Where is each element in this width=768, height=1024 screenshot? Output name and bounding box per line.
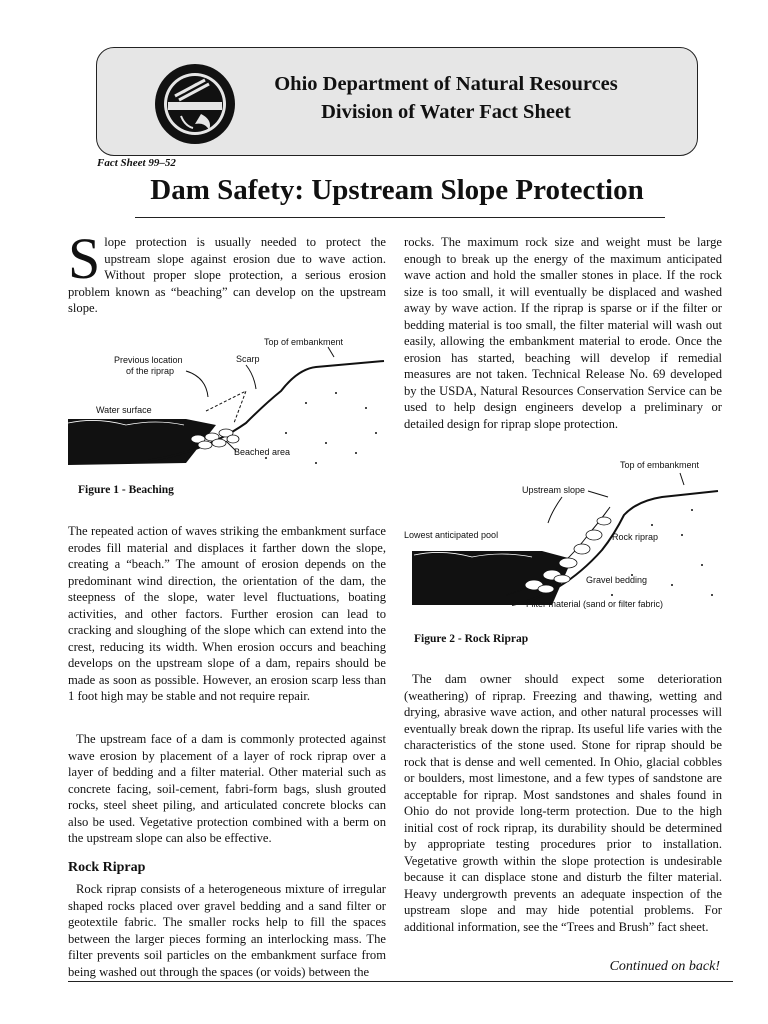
fig1-label-beached: Beached area — [234, 447, 291, 457]
paragraph-riprap — [68, 881, 386, 980]
fig1-label-water: Water surface — [96, 405, 152, 415]
paragraph-erosion-text: The repeated action of waves striking the embankment surface erodes fill material and displaces it farther down the slope, creating a “beach.” The amount of erosion depends on the predominant wind direction, the orientation of the dam, the steepness of the slope, water level fluctuations, boating activities, and other factors. Further erosion can lead to cracking and sloughing of the slope which can extend into the crest, reducing its width. When erosion occurs and beaching develops on the upstream slope of a dam, repairs should be made as soon as possible. However, an erosion scarp less than 1 foot high may be stable and not require repair. — [68, 524, 386, 703]
page-title: Dam Safety: Upstream Slope Protection — [150, 174, 644, 206]
figure-1-beaching-diagram — [66, 333, 386, 481]
fig1-label-scarp: Scarp — [236, 354, 260, 364]
fig2-label-top: Top of embankment — [620, 460, 700, 470]
org-line-2: Division of Water Fact Sheet — [321, 101, 571, 123]
fig2-label-riprap: Rock riprap — [612, 532, 659, 542]
paragraph-erosion — [68, 523, 386, 705]
intro-text: lope protection is usually needed to protect the upstream slope against erosion due to wave action. Without proper slope protection, a serious erosion problem known as “beaching” can develop on the upstream slope. — [68, 235, 386, 315]
fig2-label-filter: Filter material (sand or filter fabric) — [526, 599, 664, 609]
figure-2-rock-riprap-diagram — [402, 455, 724, 620]
fig1-label-previous-2: of the riprap — [126, 366, 175, 376]
fig2-label-pool: Lowest anticipated pool — [404, 530, 499, 540]
fig1-label-top: Top of embankment — [264, 337, 344, 347]
continued-on-back: Continued on back! — [609, 959, 720, 974]
fact-sheet-number: Fact Sheet 99–52 — [97, 157, 176, 169]
rock-riprap-heading: Rock Riprap — [68, 860, 146, 875]
paragraph-protection-text: The upstream face of a dam is commonly protected against wave erosion by placement of a layer of rock riprap over a layer of bedding and a filter material. Other material such as concrete facing, soil-cement, fabri-form bags, slush grouted rocks, steel sheet piling, and articulated concrete blocks can also be used. Vegetative protection combined with a berm on the upstream slope can also be effective. — [68, 732, 386, 845]
bottom-rule — [68, 981, 733, 982]
paragraph-deterioration-text: The dam owner should expect some deterioration (weathering) of riprap. Freezing and thawing, wetting and drying, abrasive wave action, and other natural processes will eventually break down the riprap. Its useful life varies with the characteristics of the stone used. Stone for riprap should be rock that is dense and well cemented. In Ohio, glacial cobbles or boulders, most limestone, and a few types of sandstone are acceptable for riprap. Most sandstones and shales found in Ohio do not provide long-term protection. Due to the high initial cost of rock riprap, its durability should be determined by appropriate testing procedures prior to installation. Vegetative growth within the slope protection is undesirable because it can displace stone and disturb the filter material. Heavy undergrowth prevents an adequate inspection of the upstream slope and may hide potential problems. For additional information, see the “Trees and Brush” fact sheet. — [404, 672, 722, 934]
paragraph-rock-size — [404, 234, 722, 432]
title-rule — [135, 217, 665, 218]
fig2-label-upstream: Upstream slope — [522, 485, 586, 495]
intro-paragraph — [68, 226, 386, 317]
paragraph-riprap-text: Rock riprap consists of a heterogeneous mixture of irregular shaped rocks placed over gravel bedding and a sand filter or geotextile fabric. The smaller rocks help to fill the spaces between the larger pieces forming an interlocking mass. The filter prevents soil particles on the embankment surface from being washed out through the spaces (or voids) between the — [68, 882, 386, 979]
fig2-label-gravel: Gravel bedding — [586, 575, 648, 585]
fig1-label-previous-1: Previous location — [114, 355, 183, 365]
figure-1-caption: Figure 1 - Beaching — [78, 484, 174, 496]
drop-cap: S — [68, 226, 101, 291]
org-line-1: Ohio Department of Natural Resources — [274, 73, 618, 95]
paragraph-rock-size-text: rocks. The maximum rock size and weight must be large enough to break up the energy of the maximum anticipated wave action and hold the smaller stones in place. If the rock size is too small, it will eventually be displaced and washed away by wave action. If the riprap is sparse or if the filter or bedding material is too small, the filter material will wash out easily, allowing the embankment material to erode. Once the erosion has started, beaching will develop if remedial measures are not taken. Technical Release No. 69 developed by the USDA, Natural Resources Conservation Service can be used to help design engineers develop a preliminary or detailed design for riprap slope protection. — [404, 235, 722, 431]
paragraph-protection — [68, 731, 386, 847]
figure-2-caption: Figure 2 - Rock Riprap — [414, 633, 529, 645]
organization-name — [236, 70, 656, 126]
paragraph-deterioration — [404, 671, 722, 935]
